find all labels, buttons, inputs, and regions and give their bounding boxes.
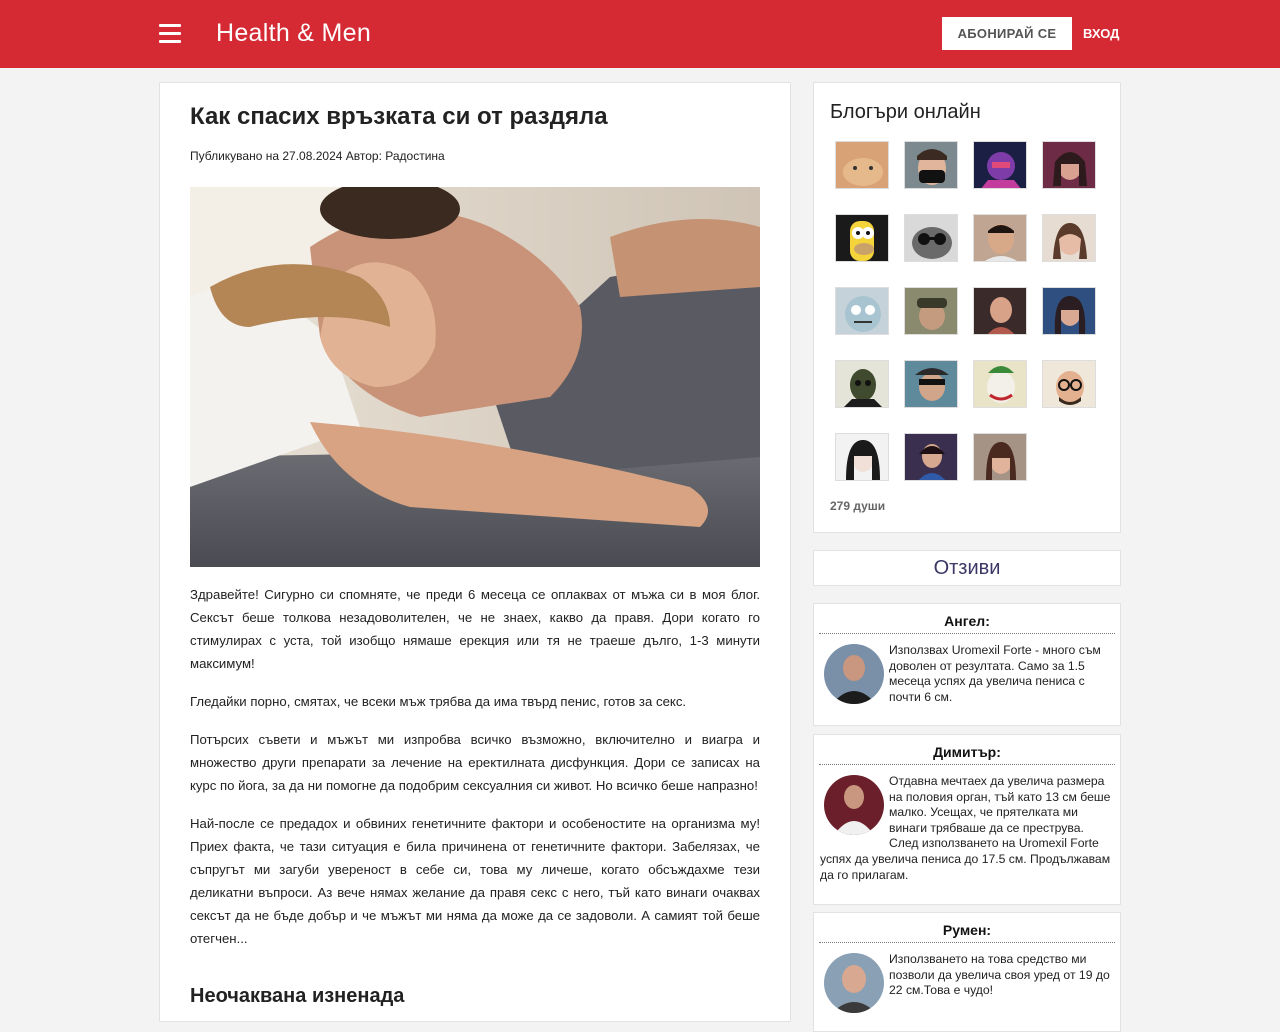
login-link[interactable]: ВХОД	[1083, 26, 1120, 41]
blogger-avatar[interactable]	[835, 360, 889, 408]
review-card	[813, 912, 1121, 1032]
article-body	[190, 583, 760, 965]
subscribe-button[interactable]: АБОНИРАЙ СЕ	[942, 17, 1072, 50]
review-author: Ангел:	[819, 604, 1115, 634]
review-author: Димитър:	[819, 735, 1115, 765]
reviewer-avatar	[824, 644, 884, 704]
article-title: Как спасих връзката си от раздяла	[190, 103, 608, 130]
reviewer-avatar	[824, 775, 884, 835]
blogger-avatar[interactable]	[835, 287, 889, 335]
blogger-avatar[interactable]	[835, 214, 889, 262]
review-card	[813, 734, 1121, 905]
blogger-avatar[interactable]	[1042, 287, 1096, 335]
blogger-avatar[interactable]	[1042, 360, 1096, 408]
review-text: Отдавна мечтаех да увелича размера на половия орган, тъй като 13 см беше малко. Усещах, че прятелката ми винаги трябваше да се преструва. След използването на Uromexil Forte успях да увелича пениса до 17.5 см. Продължавам да го прилагам.	[820, 774, 1111, 882]
blogger-avatar[interactable]	[1042, 141, 1096, 189]
reviews-heading: Отзиви	[813, 550, 1121, 586]
blogger-avatar[interactable]	[904, 360, 958, 408]
review-card	[813, 603, 1121, 726]
review-text: Използването на това средство ми позволи да увелича своя уред от 19 до 22 см.Това е чудо!	[889, 952, 1110, 998]
blogger-avatar[interactable]	[973, 360, 1027, 408]
bloggers-title: Блогъри онлайн	[830, 101, 981, 123]
blogger-avatar[interactable]	[904, 141, 958, 189]
blogger-avatar[interactable]	[973, 433, 1027, 481]
blogger-avatar[interactable]	[973, 141, 1027, 189]
article-paragraph: Здравейте! Сигурно си спомняте, че преди 6 месеца се оплаквах от мъжа си в моя блог. Сексът беше толкова незадоволителен, че не знаех, какво да правя. Дори когато го стимулирах с уста, той изобщо нямаше ерекция или тя не траеше дълго, 1-3 минути максимум!	[190, 587, 760, 671]
reviewer-avatar	[824, 953, 884, 1013]
article-card	[159, 82, 791, 1022]
bloggers-online-widget	[813, 82, 1121, 533]
blogger-avatar[interactable]	[904, 214, 958, 262]
blogger-avatar[interactable]	[904, 287, 958, 335]
article-subheading: Неочаквана изненада	[190, 985, 405, 1007]
article-paragraph: Най-после се предадох и обвиних генетичните фактори и особеностите на организма му! Приех факта, че тази ситуация е била причинена от генетичните фактори. Забелязах, че съпругът ми загуби увереност в себе си, това му личеше, когато обсъждахме тези деликатни въпроси. Аз вече нямах желание да правя секс с него, тъй като винаги очаквах сексът да не бъде добър и че мъжът ми няма да може да се задоволи. А самият той беше отегчен...	[190, 816, 760, 946]
review-author: Румен:	[819, 913, 1115, 943]
hamburger-menu-icon[interactable]	[159, 24, 181, 44]
blogger-avatar[interactable]	[973, 287, 1027, 335]
blogger-avatar[interactable]	[835, 433, 889, 481]
blogger-avatar[interactable]	[1042, 214, 1096, 262]
article-hero-image	[190, 187, 760, 567]
blogger-avatar[interactable]	[973, 214, 1027, 262]
blogger-avatar[interactable]	[904, 433, 958, 481]
top-navigation-bar	[0, 0, 1280, 68]
article-paragraph: Потърсих съвети и мъжът ми изпробва всичко възможно, включително и виагра и множество други препарати за лечение на еректилната дисфункция. Дори се записах на курс по йога, за да ни помогне да подобрим сексуалния си живот. Но всичко беше напразно!	[190, 732, 760, 793]
online-count: 279 души	[830, 499, 886, 513]
article-paragraph: Гледайки порно, смятах, че всеки мъж трябва да има твърд пенис, готов за секс.	[190, 694, 687, 709]
article-meta: Публикувано на 27.08.2024 Автор: Радостина	[190, 149, 445, 163]
site-logo[interactable]: Health & Men	[216, 19, 372, 47]
blogger-avatar[interactable]	[835, 141, 889, 189]
review-text: Използвах Uromexil Forte - много съм доволен от резултата. Само за 1.5 месеца успях да увелича пениса с почти 6 см.	[889, 643, 1101, 704]
